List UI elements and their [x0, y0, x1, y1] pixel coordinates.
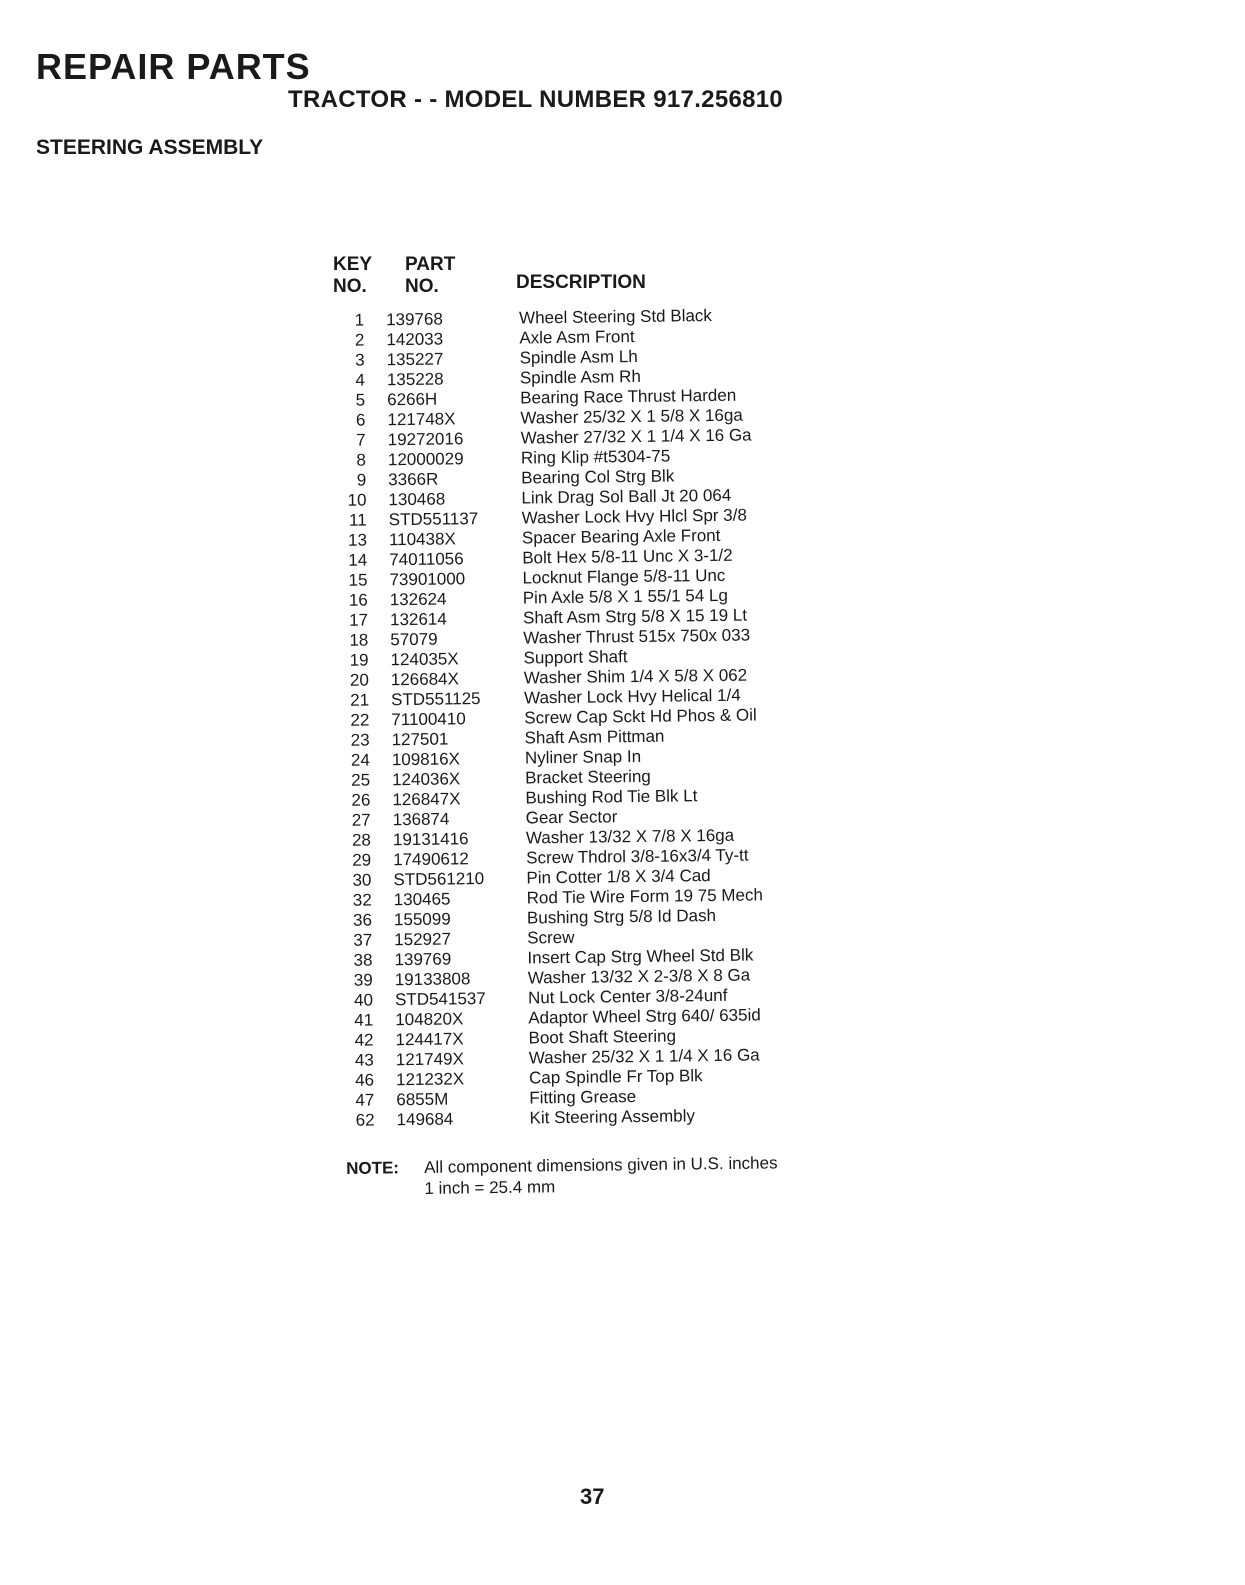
part-no-cell: 155099	[393, 909, 451, 930]
parts-list	[330, 304, 861, 1131]
part-no-cell: 6855M	[396, 1089, 449, 1110]
description-cell: Support Shaft	[523, 647, 628, 668]
description-cell: Washer 25/32 X 1 1/4 X 16 Ga	[528, 1045, 760, 1068]
key-no-cell: 7	[356, 430, 366, 450]
description-cell: Screw	[527, 927, 575, 948]
description-cell: Pin Cotter 1/8 X 3/4 Cad	[526, 866, 711, 888]
part-no-cell: 152927	[394, 929, 452, 950]
description-cell: Bushing Rod Tie Blk Lt	[525, 786, 698, 808]
column-header-description: DESCRIPTION	[516, 272, 646, 293]
description-cell: Spacer Bearing Axle Front	[521, 525, 721, 548]
key-no-cell: 16	[348, 590, 368, 610]
note-line-1: All component dimensions given in U.S. inches	[424, 1153, 778, 1177]
part-no-cell: 139768	[385, 309, 443, 330]
note-line-2: 1 inch = 25.4 mm	[424, 1177, 556, 1198]
key-no-cell: 43	[354, 1050, 374, 1070]
description-cell: Spindle Asm Lh	[519, 346, 638, 368]
part-no-cell: 130468	[388, 489, 446, 510]
key-no-cell: 22	[350, 710, 370, 730]
part-no-cell: 19133808	[394, 969, 471, 990]
part-no-cell: STD541537	[394, 989, 486, 1010]
part-no-cell: 130465	[393, 889, 451, 910]
key-no-cell: 37	[353, 930, 373, 950]
note	[346, 1152, 778, 1200]
description-cell: Washer 13/32 X 2-3/8 X 8 Ga	[527, 965, 751, 988]
description-cell: Rod Tie Wire Form 19 75 Mech	[526, 885, 764, 908]
page-number: 37	[580, 1484, 605, 1509]
column-header-key-no	[333, 254, 372, 298]
description-cell: Washer Lock Hvy Hlcl Spr 3/8	[521, 505, 748, 528]
key-no-cell: 23	[350, 730, 370, 750]
description-cell: Screw Cap Sckt Hd Phos & Oil	[524, 705, 757, 728]
key-no-cell: 1	[354, 310, 365, 330]
part-no-cell: STD551125	[390, 689, 481, 710]
part-no-cell: 142033	[386, 329, 444, 350]
description-cell: Bolt Hex 5/8-11 Unc X 3-1/2	[522, 545, 733, 568]
key-no-cell: 26	[351, 790, 371, 810]
part-no-cell: 110438X	[388, 529, 456, 550]
key-no-cell: 30	[352, 870, 372, 890]
part-no-cell: 71100410	[391, 709, 466, 730]
description-cell: Fitting Grease	[529, 1087, 637, 1108]
part-no-cell: 132614	[389, 609, 447, 630]
key-no-cell: 62	[355, 1110, 375, 1130]
column-header-part-line1: PART	[405, 254, 456, 275]
part-no-cell: 104820X	[395, 1009, 464, 1030]
key-no-cell: 20	[349, 670, 369, 690]
key-no-cell: 11	[348, 510, 367, 530]
part-no-cell: 135227	[386, 349, 444, 370]
key-no-cell: 14	[348, 550, 368, 570]
key-no-cell: 39	[353, 970, 373, 990]
description-cell: Washer 27/32 X 1 1/4 X 16 Ga	[520, 425, 752, 448]
key-no-cell: 28	[351, 830, 372, 850]
description-cell: Cap Spindle Fr Top Blk	[528, 1066, 703, 1088]
description-cell: Bushing Strg 5/8 Id Dash	[526, 906, 717, 928]
part-no-cell: 126684X	[390, 669, 460, 690]
column-header-key-line1: KEY	[333, 254, 373, 275]
key-no-cell: 19	[349, 650, 369, 670]
part-no-cell: 19272016	[387, 429, 464, 450]
part-no-cell: STD561210	[393, 869, 485, 890]
key-no-cell: 21	[350, 690, 370, 710]
key-no-cell: 4	[355, 370, 366, 390]
key-no-cell: 13	[347, 530, 368, 550]
description-cell: Washer Shim 1/4 X 5/8 X 062	[523, 665, 748, 688]
part-no-cell: 136874	[392, 809, 450, 830]
part-no-cell: 124036X	[392, 769, 461, 790]
part-no-cell: 132624	[389, 589, 447, 610]
part-no-cell: 74011056	[389, 549, 464, 570]
description-cell: Kit Steering Assembly	[529, 1106, 696, 1128]
key-no-cell: 6	[355, 410, 366, 430]
key-no-cell: 18	[349, 630, 369, 650]
column-header-part-line2: NO.	[405, 276, 439, 297]
key-no-cell: 5	[355, 390, 366, 410]
key-no-cell: 29	[352, 850, 372, 870]
part-no-cell: 57079	[390, 629, 438, 650]
part-no-cell: 109816X	[391, 749, 461, 770]
key-no-cell: 36	[352, 910, 373, 930]
page-title: REPAIR PARTS	[36, 46, 311, 87]
part-no-cell: 127501	[391, 729, 449, 750]
key-no-cell: 3	[355, 350, 365, 370]
column-header-key-line2: NO.	[333, 276, 367, 297]
description-cell: Washer 13/32 X 7/8 X 16ga	[525, 825, 735, 848]
key-no-cell: 47	[355, 1090, 375, 1110]
part-no-cell: 121749X	[395, 1049, 465, 1070]
description-cell: Bearing Col Strg Blk	[521, 466, 675, 488]
description-cell: Ring Klip #t5304-75	[520, 446, 671, 468]
key-no-cell: 15	[348, 570, 368, 590]
part-no-cell: 121232X	[395, 1069, 465, 1090]
description-cell: Link Drag Sol Ball Jt 20 064	[521, 485, 732, 508]
description-cell: Boot Shaft Steering	[528, 1026, 677, 1048]
description-cell: Washer Thrust 515x 750x 033	[523, 625, 751, 648]
part-no-cell: 124035X	[390, 649, 459, 670]
part-no-cell: 149684	[396, 1109, 454, 1130]
description-cell: Pin Axle 5/8 X 1 55/1 54 Lg	[522, 585, 728, 608]
description-cell: Washer Lock Hvy Helical 1/4	[523, 685, 741, 708]
key-no-cell: 42	[354, 1030, 374, 1050]
part-no-cell: 19131416	[392, 829, 469, 850]
description-cell: Screw Thdrol 3/8-16x3/4 Ty-tt	[526, 845, 749, 868]
description-cell: Nut Lock Center 3/8-24unf	[527, 985, 728, 1008]
key-no-cell: 46	[355, 1070, 375, 1090]
key-no-cell: 24	[350, 750, 371, 770]
part-no-cell: 139769	[394, 949, 452, 970]
description-cell: Nyliner Snap In	[524, 746, 642, 768]
part-no-cell: 135228	[386, 369, 444, 390]
part-no-cell: 126847X	[392, 789, 461, 810]
part-no-cell: 124417X	[395, 1029, 464, 1050]
key-no-cell: 10	[347, 490, 367, 510]
description-cell: Axle Asm Front	[519, 327, 635, 348]
part-no-cell: 3366R	[388, 469, 439, 490]
description-cell: Gear Sector	[525, 807, 618, 828]
description-cell: Adaptor Wheel Strg 640/ 635id	[528, 1005, 761, 1028]
part-no-cell: 73901000	[389, 569, 466, 590]
part-no-cell: 17490612	[393, 849, 469, 870]
description-cell: Spindle Asm Rh	[519, 366, 641, 388]
description-cell: Shaft Asm Pittman	[524, 726, 665, 748]
part-no-cell: STD551137	[388, 509, 479, 530]
key-no-cell: 27	[351, 810, 371, 830]
note-label: NOTE:	[346, 1158, 400, 1178]
part-no-cell: 6266H	[387, 389, 438, 410]
description-cell: Washer 25/32 X 1 5/8 X 16ga	[520, 405, 743, 428]
description-cell: Insert Cap Strg Wheel Std Blk	[527, 945, 754, 968]
key-no-cell: 17	[349, 610, 369, 630]
key-no-cell: 32	[352, 890, 372, 910]
key-no-cell: 40	[353, 990, 374, 1010]
part-no-cell: 121748X	[387, 409, 456, 430]
description-cell: Bearing Race Thrust Harden	[520, 385, 737, 408]
key-no-cell: 38	[353, 950, 373, 970]
column-header-part-no	[405, 254, 455, 298]
description-cell: Shaft Asm Strg 5/8 X 15 19 Lt	[522, 605, 748, 628]
key-no-cell: 9	[356, 470, 367, 490]
description-cell: Wheel Steering Std Black	[518, 306, 712, 328]
section-heading: STEERING ASSEMBLY	[36, 136, 264, 159]
part-no-cell: 12000029	[387, 449, 464, 470]
key-no-cell: 2	[354, 330, 365, 350]
description-cell: Locknut Flange 5/8-11 Unc	[522, 565, 726, 588]
key-no-cell: 41	[354, 1010, 374, 1030]
key-no-cell: 25	[351, 770, 371, 790]
description-cell: Bracket Steering	[525, 766, 651, 788]
key-no-cell: 8	[356, 450, 367, 470]
model-number-heading: TRACTOR - - MODEL NUMBER 917.256810	[288, 86, 784, 113]
